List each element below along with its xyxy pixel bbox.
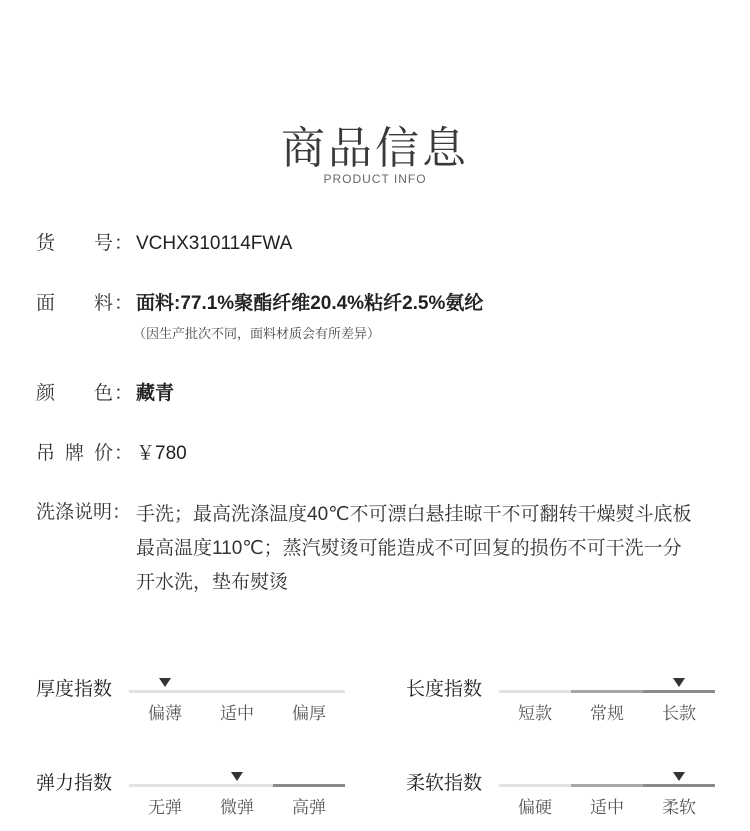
- price-value: ￥780: [136, 443, 187, 464]
- wash-line: 手洗；最高洗涤温度40℃不可漂白悬挂晾干不可翻转干燥熨斗底板: [136, 504, 692, 525]
- color-value: 藏青: [136, 383, 175, 404]
- elasticity-index: [36, 771, 356, 831]
- material-label-char: 面: [36, 293, 56, 314]
- thickness-marker: [159, 678, 171, 687]
- color-label-colon: ：: [114, 383, 134, 404]
- length-option: 短款: [518, 704, 552, 723]
- softness-marker: [673, 772, 685, 781]
- price-label-colon: ：: [114, 443, 134, 464]
- price-label-char: 吊: [36, 443, 56, 464]
- sku-label-colon: ：: [114, 233, 134, 254]
- price-label-char: 牌: [65, 443, 85, 464]
- wash-label: 洗涤说明：: [36, 502, 132, 523]
- page-title: 商品信息: [281, 123, 469, 174]
- page-subtitle: PRODUCT INFO: [323, 172, 427, 186]
- elasticity-option: 高弹: [292, 798, 326, 817]
- length-index-name: 长度指数: [406, 679, 483, 700]
- elasticity-marker: [231, 772, 243, 781]
- thickness-option: 适中: [220, 704, 254, 723]
- length-scale: [499, 690, 715, 693]
- length-option: 长款: [662, 704, 696, 723]
- color-label-char: 颜: [36, 383, 56, 404]
- elasticity-option: 无弹: [148, 798, 182, 817]
- elasticity-index-name: 弹力指数: [36, 773, 113, 794]
- elasticity-scale: [129, 784, 345, 787]
- color-label-char: 色: [94, 383, 114, 404]
- thickness-index: [36, 677, 356, 737]
- material-label-char: 料: [94, 293, 114, 314]
- thickness-option: 偏薄: [148, 704, 182, 723]
- material-value: 面料:77.1%聚酯纤维20.4%粘纤2.5%氨纶: [136, 293, 484, 314]
- sku-label-char: 货: [36, 233, 56, 254]
- material-label-colon: ：: [114, 293, 134, 314]
- sku-value: VCHX310114FWA: [136, 233, 293, 254]
- sku-label-char: 号: [94, 233, 114, 254]
- wash-line: 最高温度110℃；蒸汽熨烫可能造成不可回复的损伤不可干洗一分: [136, 538, 682, 559]
- softness-option: 柔软: [662, 798, 696, 817]
- thickness-option: 偏厚: [292, 704, 326, 723]
- softness-scale: [499, 784, 715, 787]
- material-note: （因生产批次不同，面料材质会有所差异）: [133, 326, 381, 341]
- length-option: 常规: [590, 704, 624, 723]
- length-index: [406, 677, 726, 737]
- softness-index: [406, 771, 726, 831]
- softness-option: 适中: [590, 798, 624, 817]
- price-label-char: 价: [94, 443, 114, 464]
- elasticity-option: 微弹: [220, 798, 254, 817]
- softness-option: 偏硬: [518, 798, 552, 817]
- thickness-scale: [129, 690, 345, 693]
- length-marker: [673, 678, 685, 687]
- wash-instructions: [136, 498, 720, 600]
- wash-line: 开水洗，垫布熨烫: [136, 572, 289, 593]
- softness-index-name: 柔软指数: [406, 773, 483, 794]
- thickness-index-name: 厚度指数: [36, 679, 113, 700]
